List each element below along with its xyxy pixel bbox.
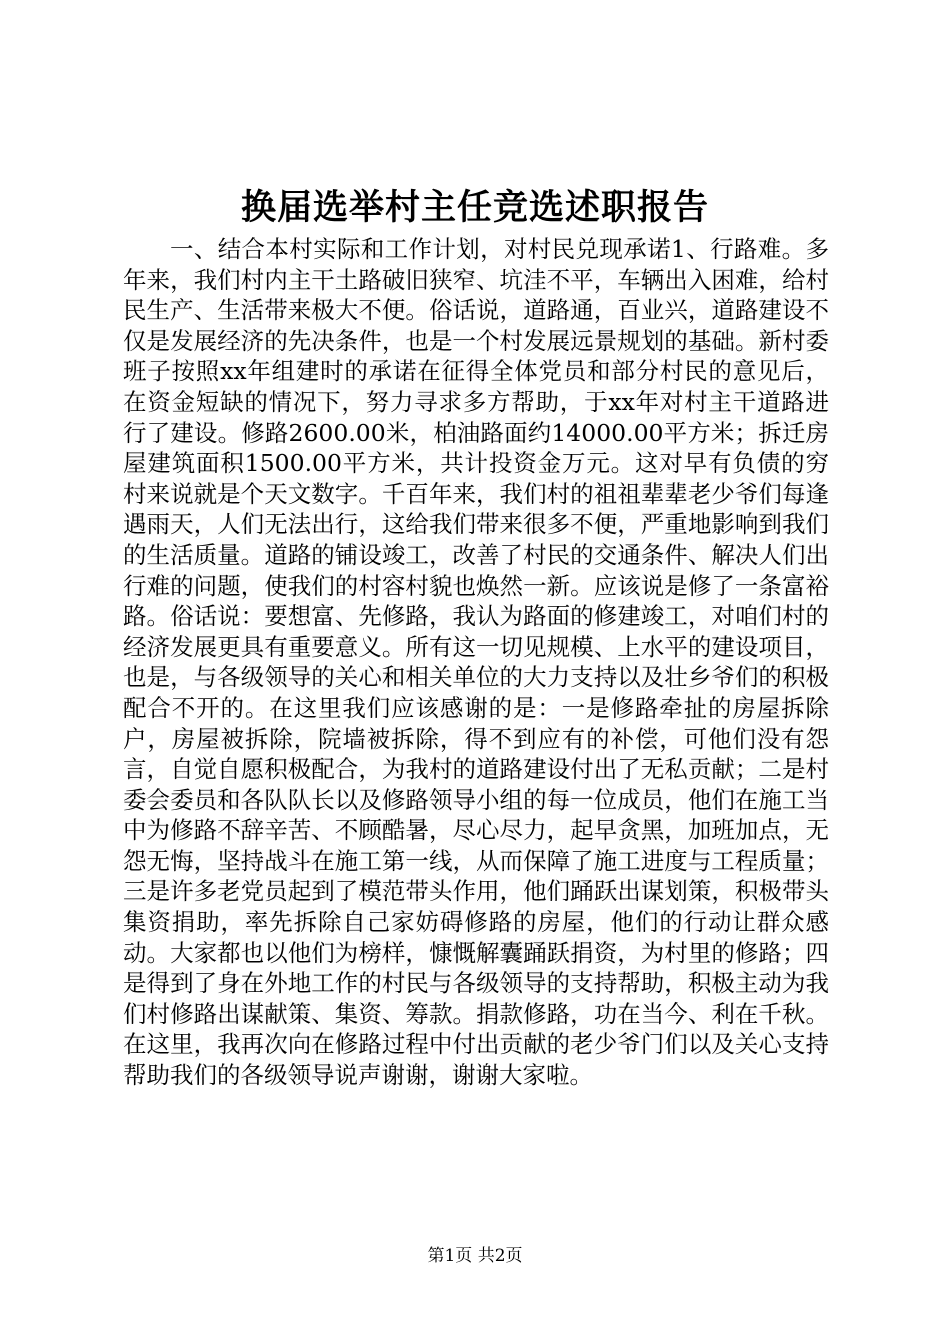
body-paragraph: 一、结合本村实际和工作计划，对村民兑现承诺1、行路难。多年来，我们村内主干土路破旧狭窄、坑洼不平，车辆出入困难，给村民生产、生活带来极大不便。俗话说，道路通，百业兴，道路建设不仅是发展经济的先决条件，也是一个村发展远景规划的基础。新村委班子按照xx年组建时的承诺在征得全体党员和部分村民的意见后，在资金短缺的情况下，努力寻求多方帮助，于xx年对村主干道路进行了建设。修路2600.00米，柏油路面约14000.00平方米；拆迁房屋建筑面积1500.00平方米，共计投资金万元。这对早有负债的穷村来说就是个天文数字。千百年来，我们村的祖祖辈辈老少爷们每逢遇雨天，人们无法出行，这给我们带来很多不便，严重地影响到我们的生活质量。道路的铺设竣工，改善了村民的交通条件、解决人们出行难的问题，使我们的村容村貌也焕然一新。应该说是修了一条富裕路。俗话说：要想富、先修路，我认为路面的修建竣工，对咱们村的经济发展更具有重要意义。所有这一切见规模、上水平的建设项目，也是，与各级领导的关心和相关单位的大力支持以及壮乡爷们的积极配合不开的。在这里我们应该感谢的是：一是修路牵扯的房屋拆除户，房屋被拆除，院墙被拆除，得不到应有的补偿，可他们没有怨言，自觉自愿积极配合，为我村的道路建设付出了无私贡献；二是村委会委员和各队队长以及修路领导小组的每一位成员，他们在施工当中为修路不辞辛苦、不顾酷暑，尽心尽力，起早贪黑，加班加点，无怨无悔，坚持战斗在施工第一线，从而保障了施工进度与工程质量；三是许多老党员起到了模范带头作用，他们踊跃出谋划策，积极带头集资捐助，率先拆除自己家妨碍修路的房屋，他们的行动让群众感动。大家都也以他们为榜样，慷慨解囊踊跃捐资，为村里的修路；四是得到了身在外地工作的村民与各级领导的支持帮助，积极主动为我们村修路出谋献策、集资、筹款。捐款修路，功在当今、利在千秋。在这里，我再次向在修路过程中付出贡献的老少爷门们以及关心支持帮助我们的各级领导说声谢谢，谢谢大家啦。 <box>123 235 829 1090</box>
page-number-footer: 第1页 共2页 <box>427 1246 523 1266</box>
document-title: 换届选举村主任竞选述职报告 <box>240 187 709 228</box>
